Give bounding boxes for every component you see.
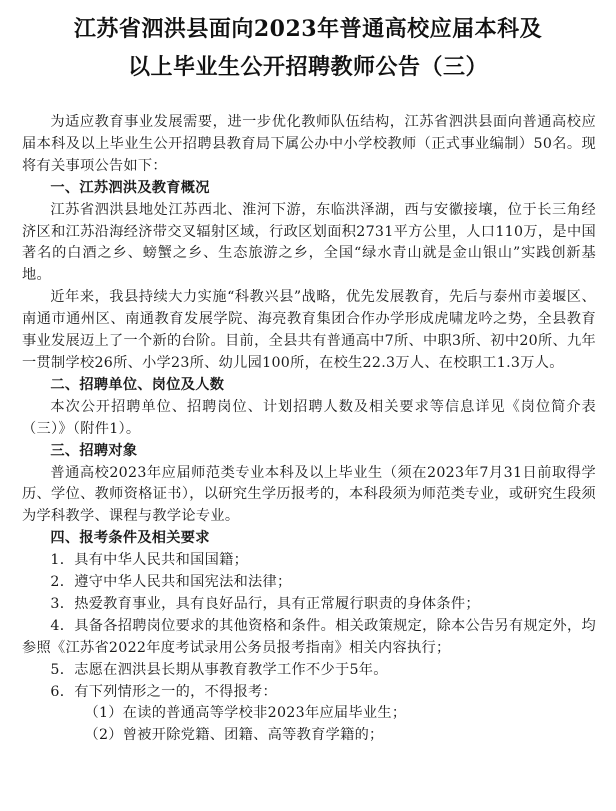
exclusion-subitem-2: （2）曾被开除党籍、团籍、高等教育学籍的； — [84, 727, 384, 744]
requirement-item-3: 3．热爱教育事业，具有良好品行，具有正常履行职责的身体条件； — [50, 595, 480, 612]
exclusion-subitem-1: （1）在读的普通高等学校非2023年应届毕业生； — [84, 705, 407, 722]
requirement-item-1: 1．具有中华人民共和国国籍； — [50, 552, 249, 569]
section-1-paragraph-1: 江苏省泗洪县地处江苏西北、淮河下游，东临洪泽湖，西与安徽接壤，位于长三角经济区和江苏沿海经济带交叉辐射区域，行政区划面积2731平方公里，人口110万，是中国著名的白酒之乡、螃蟹之乡、生态旅游之乡，全国“绿水青山就是金山银山”实践创新基地。 — [22, 201, 596, 284]
section-1-paragraph-2: 近年来，我县持续大力实施“科教兴县”战略，优先发展教育，先后与泰州市姜堰区、南通市通州区、南通教育发展学院、海亮教育集团合作办学形成虎啸龙吟之势，全县教育事业发展迈上了一个新的台阶。目前，全县共有普通高中7所、中职3所、初中20所、九年一贯制学校26所、小学23所、幼儿园100所，在校生22.3万人、在校职工1.3万人。 — [22, 289, 596, 371]
section-heading-2: 二、招聘单位、岗位及人数 — [50, 376, 225, 393]
requirement-item-4: 4．具备各招聘岗位要求的其他资格和条件。相关政策规定，除本公告另有规定外，均参照《江苏省2022年度考试录用公务员报考指南》相关内容执行； — [22, 617, 596, 656]
requirement-item-2: 2．遵守中华人民共和国宪法和法律； — [50, 574, 292, 591]
page-title-line-1: 江苏省泗洪县面向2023年普通高校应届本科及 — [73, 16, 543, 42]
section-heading-1: 一、江苏泗洪及教育概况 — [50, 179, 210, 196]
announcement-body — [22, 112, 596, 747]
section-heading-3: 三、招聘对象 — [50, 442, 138, 459]
requirement-item-5: 5．志愿在泗洪县长期从事教育教学工作不少于5年。 — [50, 661, 388, 678]
section-3-paragraph-1: 普通高校2023年应届师范类专业本科及以上毕业生（须在2023年7月31日前取得学历、学位、教师资格证书），以研究生学历报考的，本科段须为师范类专业，或研究生段须为学科教学、课程与教学论专业。 — [22, 464, 596, 525]
page-title-line-2: 以上毕业生公开招聘教师公告（三） — [127, 54, 488, 80]
intro-paragraph: 为适应教育事业发展需要，进一步优化教师队伍结构，江苏省泗洪县面向普通高校应届本科及以上毕业生公开招聘县教育局下属公办中小学校教师（正式事业编制）50名。现将有关事项公告如下： — [22, 114, 596, 174]
section-2-paragraph-1: 本次公开招聘单位、招聘岗位、计划招聘人数及相关要求等信息详见《岗位简介表（三）》（附件1）。 — [22, 398, 596, 437]
section-heading-4: 四、报考条件及相关要求 — [50, 530, 210, 547]
requirement-item-6: 6．有下列情形之一的，不得报考： — [50, 683, 278, 700]
